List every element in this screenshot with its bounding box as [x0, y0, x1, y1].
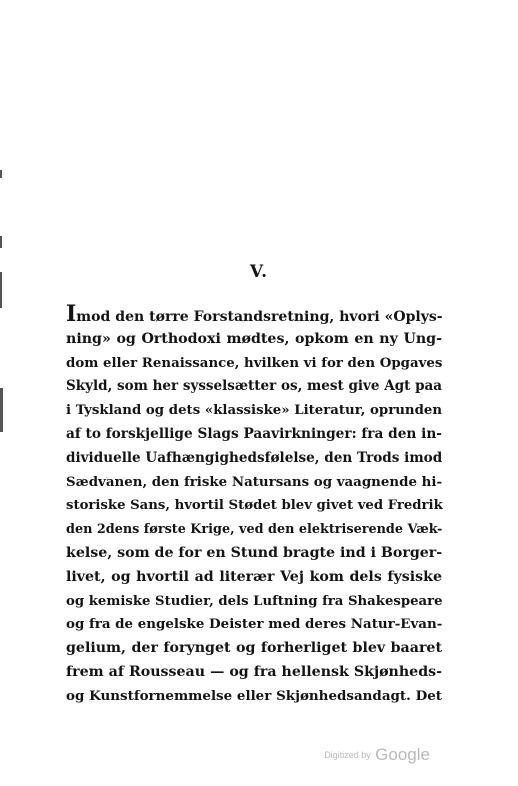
text-line: kelse, som de for en Stund bragte ind i Borger-: [66, 544, 443, 561]
body-paragraph: [66, 301, 443, 709]
text-line: Skyld, som her sysselsætter os, mest give Agt paa: [66, 378, 443, 395]
text-line: ning» og Orthodoxi mødtes, opkom en ny Ung-: [66, 330, 442, 347]
scan-edge-mark: [0, 170, 2, 178]
text-line: Sædvanen, den friske Natursans og vaagnende hi-: [66, 473, 443, 490]
drop-cap: I: [66, 301, 77, 327]
text-line: [66, 301, 443, 328]
text-line: gelium, der forynget og forherliget blev baaret: [66, 640, 442, 657]
text-line: og Kunstfornemmelse eller Skjønhedsandagt. Det: [66, 687, 442, 704]
text-line: og kemiske Studier, dels Luftning fra Shakespeare: [66, 593, 443, 609]
scan-edge-mark: [0, 388, 3, 432]
chapter-heading: V.: [249, 262, 269, 282]
text-line: frem af Rousseau — og fra hellensk Skjønheds-: [66, 663, 442, 680]
text-line: og fra de engelske Deister med deres Natur-Evan-: [66, 616, 443, 633]
watermark-brand: Google: [375, 745, 430, 764]
scan-edge-mark: [0, 236, 2, 248]
text-line: dividuelle Uafhængighedsfølelse, den Trods imod: [66, 449, 443, 466]
digitized-by-watermark: [324, 745, 430, 765]
text-line: den 2dens første Krige, ved den elektriserende Væk-: [66, 522, 443, 538]
text-line: i Tyskland og dets «klassiske» Literatur, oprunden: [66, 403, 442, 419]
text-line: livet, og hvortil ad literær Vej kom dels fysiske: [66, 568, 442, 585]
text-line: dom eller Renaissance, hvilken vi for den Opgaves: [66, 354, 443, 371]
text-line-content: mod den tørre Forstandsretning, hvori «Oplys-: [76, 309, 443, 325]
text-line: storiske Sans, hvortil Stødet blev givet ved Fredrik: [66, 498, 443, 514]
watermark-prefix: Digitized by: [324, 750, 371, 760]
text-line: af to forskjellige Slags Paavirkninger: fra den in-: [66, 425, 442, 442]
